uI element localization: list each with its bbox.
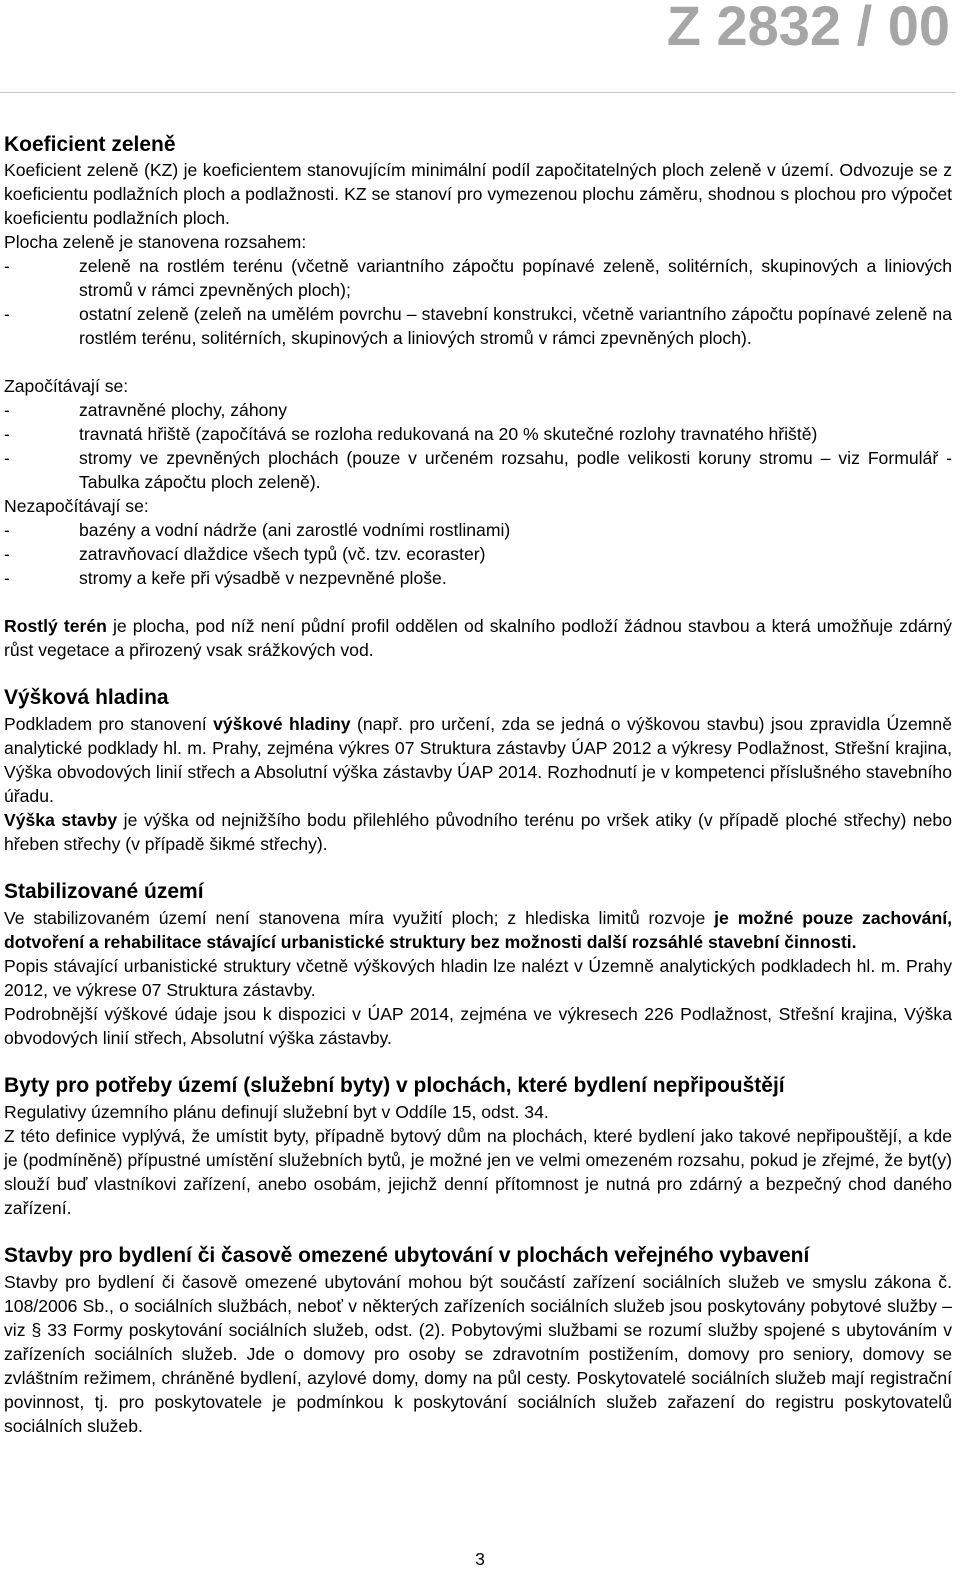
emphasis-stab: je možné pouze zachování, dotvoření a rehabilitace stávající urbanistické struktury bez možnosti další rozsáhlé stavební činnosti. xyxy=(4,908,952,952)
definition-rostly-teren: je plocha, pod níž není půdní profil oddělen od skalního podloží žádnou stavbou a která umožňuje zdárný růst vegetace a přirozený vsak srážkových vod. xyxy=(4,616,952,660)
list-item: - zeleně na rostlém terénu (včetně variantního zápočtu popínavé zeleně, solitérních, skupinových a liniových stromů v rámci zpevněných ploch); xyxy=(4,254,952,302)
paragraph-stab-p2: Popis stávající urbanistické struktury včetně výškových hladin lze nalézt v Územně analytických podkladech hl. m. Prahy 2012, ve výkrese 07 Struktura zástavby. xyxy=(4,956,952,1000)
definition-vyska-stavby: je výška od nejnižšího bodu přilehlého původního terénu po vršek atiky (v případě ploché střechy) nebo hřeben střechy (v případě šikmé střechy). xyxy=(4,810,952,854)
paragraph-byty-p2: Z této definice vyplývá, že umístit byty, případně bytový dům na plochách, které bydlení jako takové nepřipouštějí, a kde je (podmíněně) přípustné umístění služebních bytů, je možné jen ve velmi omezeném rozsahu, pokud je zřejmé, že byt(y) slouží buď vlastníkovi zařízení, anebo osobám, jejichž denní přítomnost je nutná pro zdárný a bezpečný chod daného zařízení. xyxy=(4,1126,952,1218)
text-fragment: Podkladem pro stanovení xyxy=(4,714,214,734)
paragraph-stab-p1 xyxy=(4,906,952,954)
paragraph-kz-rozsah: Plocha zeleně je stanovena rozsahem: xyxy=(4,232,307,252)
text-fragment: Ve stabilizovaném území není stanovena míra využití ploch; z hlediska limitů rozvoje xyxy=(4,908,715,928)
spacer xyxy=(4,1220,952,1242)
text-fragment: (např. pro určení, zda se jedná o výškovou stavbu) jsou zpravidla Územně analytické podklady hl. m. Prahy, zejména výkres 07 Struktura zástavby ÚAP 2012 a výkresy Podlažnost, Střešní krajina, Výška obvodových linií střech a Absolutní výška zástavby ÚAP 2014. Rozhodnutí je v kompetenci příslušného stavebního úřadu. xyxy=(4,714,952,806)
section-heading-koeficient-zelene: Koeficient zeleně xyxy=(4,133,176,156)
paragraph-stab-p3: Podrobnější výškové údaje jsou k dispozici v ÚAP 2014, zejména ve výkresech 226 Podlažnost, Střešní krajina, Výška obvodových linií střech, Absolutní výška zástavby. xyxy=(4,1004,952,1048)
page-number: 3 xyxy=(475,1549,485,1569)
section-heading-stabilizovane-uzemi: Stabilizované území xyxy=(4,880,204,903)
section-heading-sluzebni-byty: Byty pro potřeby území (služební byty) v plochách, které bydlení nepřipouštějí xyxy=(4,1074,785,1097)
term-rostly-teren: Rostlý terén xyxy=(4,616,107,636)
paragraph-zapocitavaji-label: Započítávají se: xyxy=(4,376,129,396)
list-item: - ostatní zeleně (zeleň na umělém povrchu – stavební konstrukci, včetně variantního zápočtu popínavé zeleně na rostlém terénu, solitérních, skupinových a liniových stromů v rámci zpevněných ploch). xyxy=(4,302,952,350)
list-item: - zatravňovací dlaždice všech typů (vč. tzv. ecoraster) xyxy=(4,542,952,566)
paragraph-kz-intro: Koeficient zeleně (KZ) je koeficientem stanovujícím minimální podíl započitatelných ploch zeleně v území. Odvozuje se z koeficientu podlažních ploch a podlažnosti. KZ se stanoví pro vymezenou plochu záměru, shodnou s plochou pro výpočet koeficientu podlažních ploch. xyxy=(4,160,952,228)
paragraph-vyskova-p1 xyxy=(4,712,952,808)
spacer xyxy=(4,350,952,374)
list-item: - zatravněné plochy, záhony xyxy=(4,398,952,422)
list-item: - stromy ve zpevněných plochách (pouze v určeném rozsahu, podle velikosti koruny stromu – viz Formulář - Tabulka zápočtu ploch zeleně). xyxy=(4,446,952,494)
list-zapocitavaji xyxy=(4,398,952,494)
section-heading-vyskova-hladina: Výšková hladina xyxy=(4,686,169,709)
list-item: - stromy a keře při výsadbě v nezpevněné ploše. xyxy=(4,566,952,590)
header-divider xyxy=(0,92,956,93)
spacer xyxy=(4,662,952,684)
spacer xyxy=(4,590,952,614)
list-item: - travnatá hřiště (započítává se rozloha redukovaná na 20 % skutečné rozlohy travnatého hřiště) xyxy=(4,422,952,446)
list-nezapocitavaji xyxy=(4,518,952,590)
paragraph-nezapocitavaji-label: Nezapočítávají se: xyxy=(4,496,149,516)
list-kz-rozsah xyxy=(4,254,952,350)
section-heading-stavby-pro-bydleni: Stavby pro bydlení či časově omezené ubytování v plochách veřejného vybavení xyxy=(4,1244,810,1267)
spacer xyxy=(4,856,952,878)
paragraph-vyska-stavby xyxy=(4,808,952,856)
list-item: - bazény a vodní nádrže (ani zarostlé vodními rostlinami) xyxy=(4,518,952,542)
term-vyska-stavby: Výška stavby xyxy=(4,810,118,830)
term-vyskova-hladina: výškové hladiny xyxy=(213,714,351,734)
paragraph-stavby-p1: Stavby pro bydlení či časově omezené ubytování mohou být součástí zařízení sociálních služeb ve smyslu zákona č. 108/2006 Sb., o sociálních službách, neboť v některých zařízeních sociálních služeb jsou poskytovány pobytové služby – viz § 33 Formy poskytování sociálních služeb, odst. (2). Pobytovými službami se rozumí služby spojené s ubytováním v zařízeních sociálních služeb. Jde o domovy pro osoby se zdravotním postižením, domovy pro seniory, domovy se zvláštním režimem, chráněné bydlení, azylové domy, domy na půl cesty. Poskytovatelé sociálních služeb mají registrační povinnost, tj. pro poskytovatele je podmínkou k poskytování sociálních služeb zařazení do registru poskytovatelů sociálních služeb. xyxy=(4,1272,952,1436)
paragraph-rostly-teren xyxy=(4,614,952,662)
document-id: Z 2832 / 00 xyxy=(666,0,950,57)
paragraph-byty-p1: Regulativy územního plánu definují služební byt v Oddíle 15, odst. 34. xyxy=(4,1102,549,1122)
spacer xyxy=(4,1050,952,1072)
document-body xyxy=(4,132,952,1438)
